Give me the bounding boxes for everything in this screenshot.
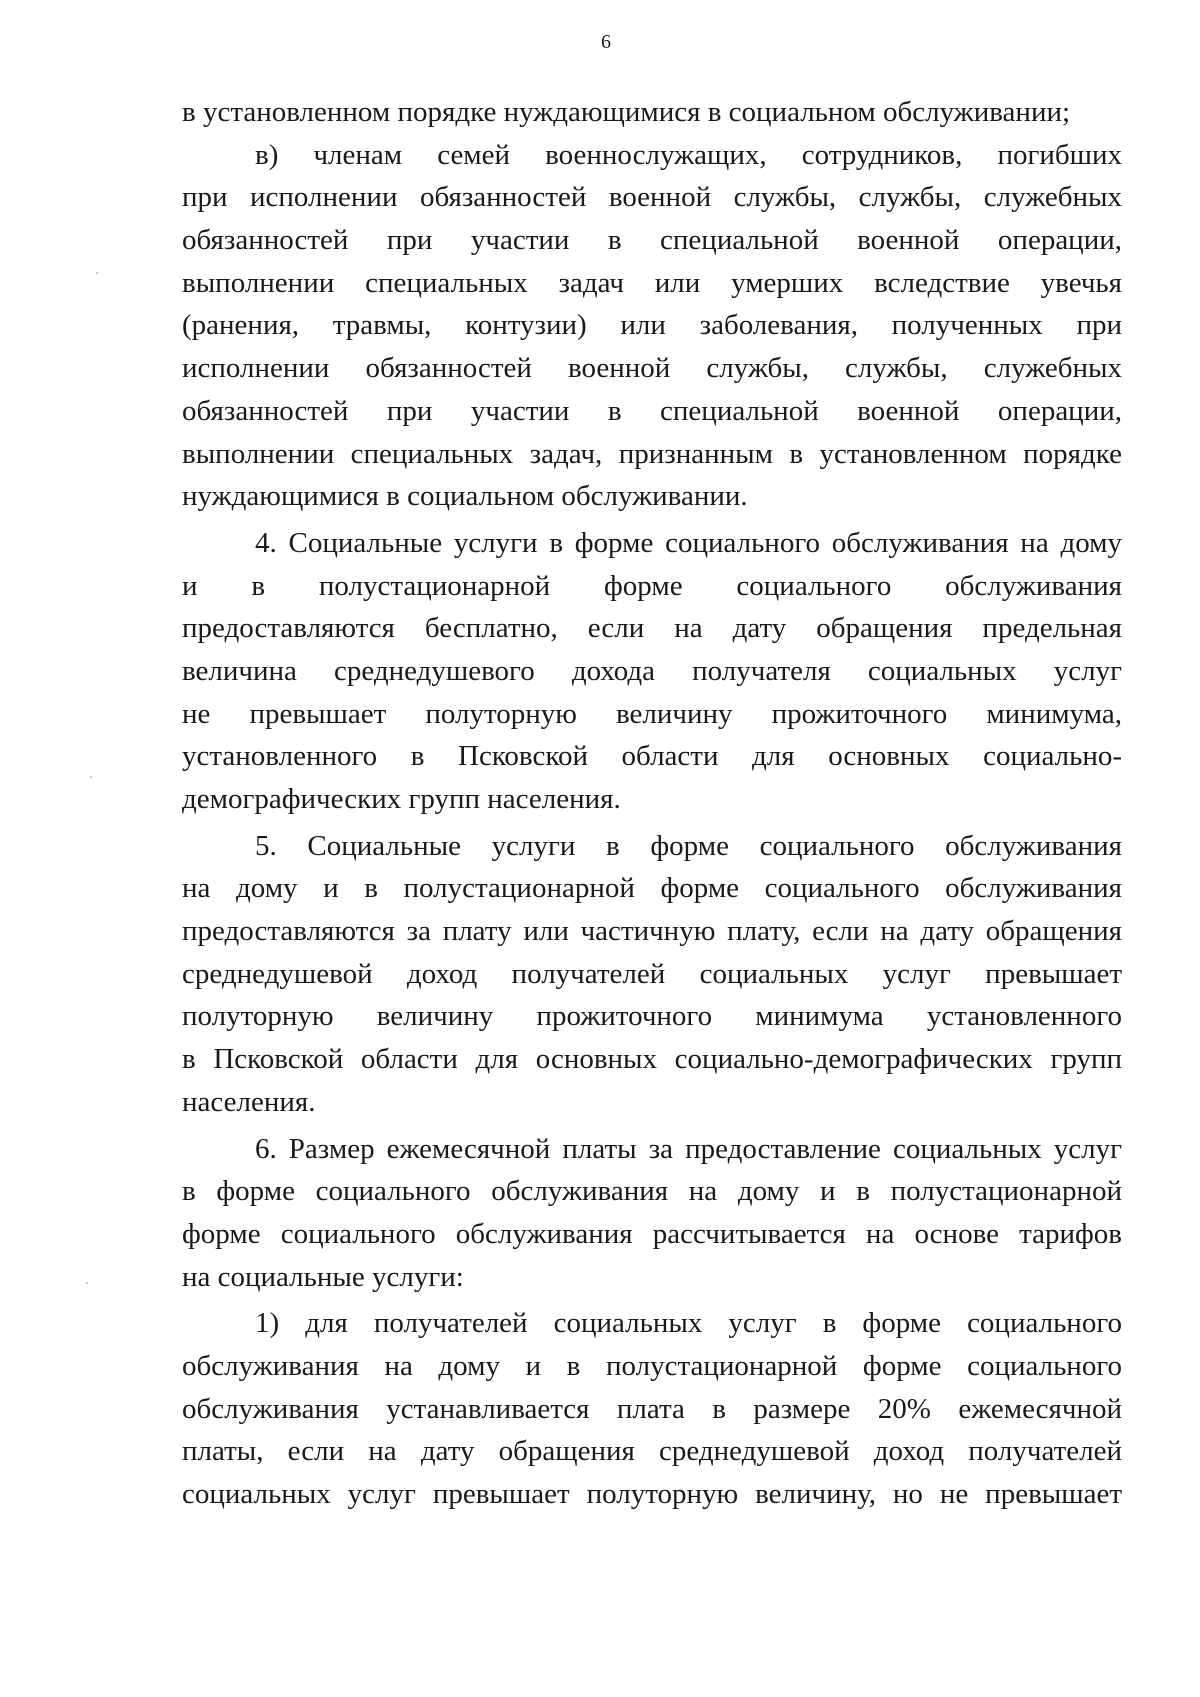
- text-line: выполнении специальных задач или умерших вследствие увечья: [182, 266, 1122, 299]
- text-line: в установленном порядке нуждающимися в социальном обслуживании;: [182, 96, 1071, 128]
- text-line: в форме социального обслуживания на дому и в полустационарной: [182, 1175, 1122, 1208]
- text-line: (ранения, травмы, контузии) или заболевания, полученных при: [182, 309, 1122, 342]
- paragraph-item-4: [182, 522, 1122, 821]
- text-line: 6. Размер ежемесячной платы за предоставление социальных услуг: [255, 1132, 1122, 1165]
- text-line: 4. Социальные услуги в форме социального обслуживания на дому: [255, 526, 1122, 559]
- text-line: исполнении обязанностей военной службы, службы, служебных: [182, 352, 1122, 385]
- text-line: обязанностей при участии в специальной военной операции,: [182, 224, 1122, 257]
- paragraph-item-6-1: [182, 1302, 1122, 1515]
- text-line: среднедушевой доход получателей социальных услуг превышает: [182, 957, 1122, 990]
- text-line: предоставляются бесплатно, если на дату обращения предельная: [182, 612, 1122, 645]
- text-line: предоставляются за плату или частичную плату, если на дату обращения: [182, 915, 1122, 948]
- text-line: нуждающимися в социальном обслуживании.: [182, 480, 748, 513]
- text-line: демографических групп населения.: [182, 783, 621, 815]
- text-line: на дому и в полустационарной форме социального обслуживания: [182, 872, 1122, 905]
- text-line: населения.: [182, 1085, 316, 1118]
- scan-speck: [86, 1282, 88, 1284]
- text-line: установленного в Псковской области для основных социально-: [182, 740, 1122, 773]
- text-line: обязанностей при участии в специальной военной операции,: [182, 394, 1122, 427]
- text-line: при исполнении обязанностей военной службы, службы, служебных: [182, 181, 1122, 214]
- text-line: в) членам семей военнослужащих, сотрудников, погибших: [255, 138, 1122, 171]
- text-line: полуторную величину прожиточного минимума установленного: [182, 1000, 1122, 1033]
- text-line: социальных услуг превышает полуторную величину, но не превышает: [182, 1478, 1122, 1510]
- text-line: обслуживания на дому и в полустационарной форме социального: [182, 1349, 1122, 1382]
- text-line: обслуживания устанавливается плата в размере 20% ежемесячной: [182, 1392, 1122, 1425]
- text-line: платы, если на дату обращения среднедушевой доход получателей: [182, 1435, 1122, 1468]
- text-line: выполнении специальных задач, признанным в установленном порядке: [182, 437, 1122, 470]
- text-line: и в полустационарной форме социального обслуживания: [182, 569, 1122, 602]
- paragraph-continuation: [182, 91, 1122, 134]
- text-line: величина среднедушевого дохода получателя социальных услуг: [182, 654, 1122, 687]
- text-line: 1) для получателей социальных услуг в форме социального: [255, 1307, 1122, 1340]
- text-line: на социальные услуги:: [182, 1260, 464, 1293]
- page-number: 6: [601, 31, 611, 53]
- text-line: 5. Социальные услуги в форме социального обслуживания: [255, 829, 1122, 862]
- scan-speck: [90, 776, 92, 778]
- paragraph-item-6: [182, 1128, 1122, 1299]
- scan-speck: [96, 272, 98, 274]
- text-line: в Псковской области для основных социально-демографических групп: [182, 1043, 1122, 1076]
- text-line: форме социального обслуживания рассчитывается на основе тарифов: [182, 1217, 1122, 1250]
- text-line: не превышает полуторную величину прожиточного минимума,: [182, 697, 1122, 730]
- paragraph-item-5: [182, 825, 1122, 1124]
- paragraph-item-v: [182, 134, 1122, 518]
- document-body: [182, 91, 1122, 1516]
